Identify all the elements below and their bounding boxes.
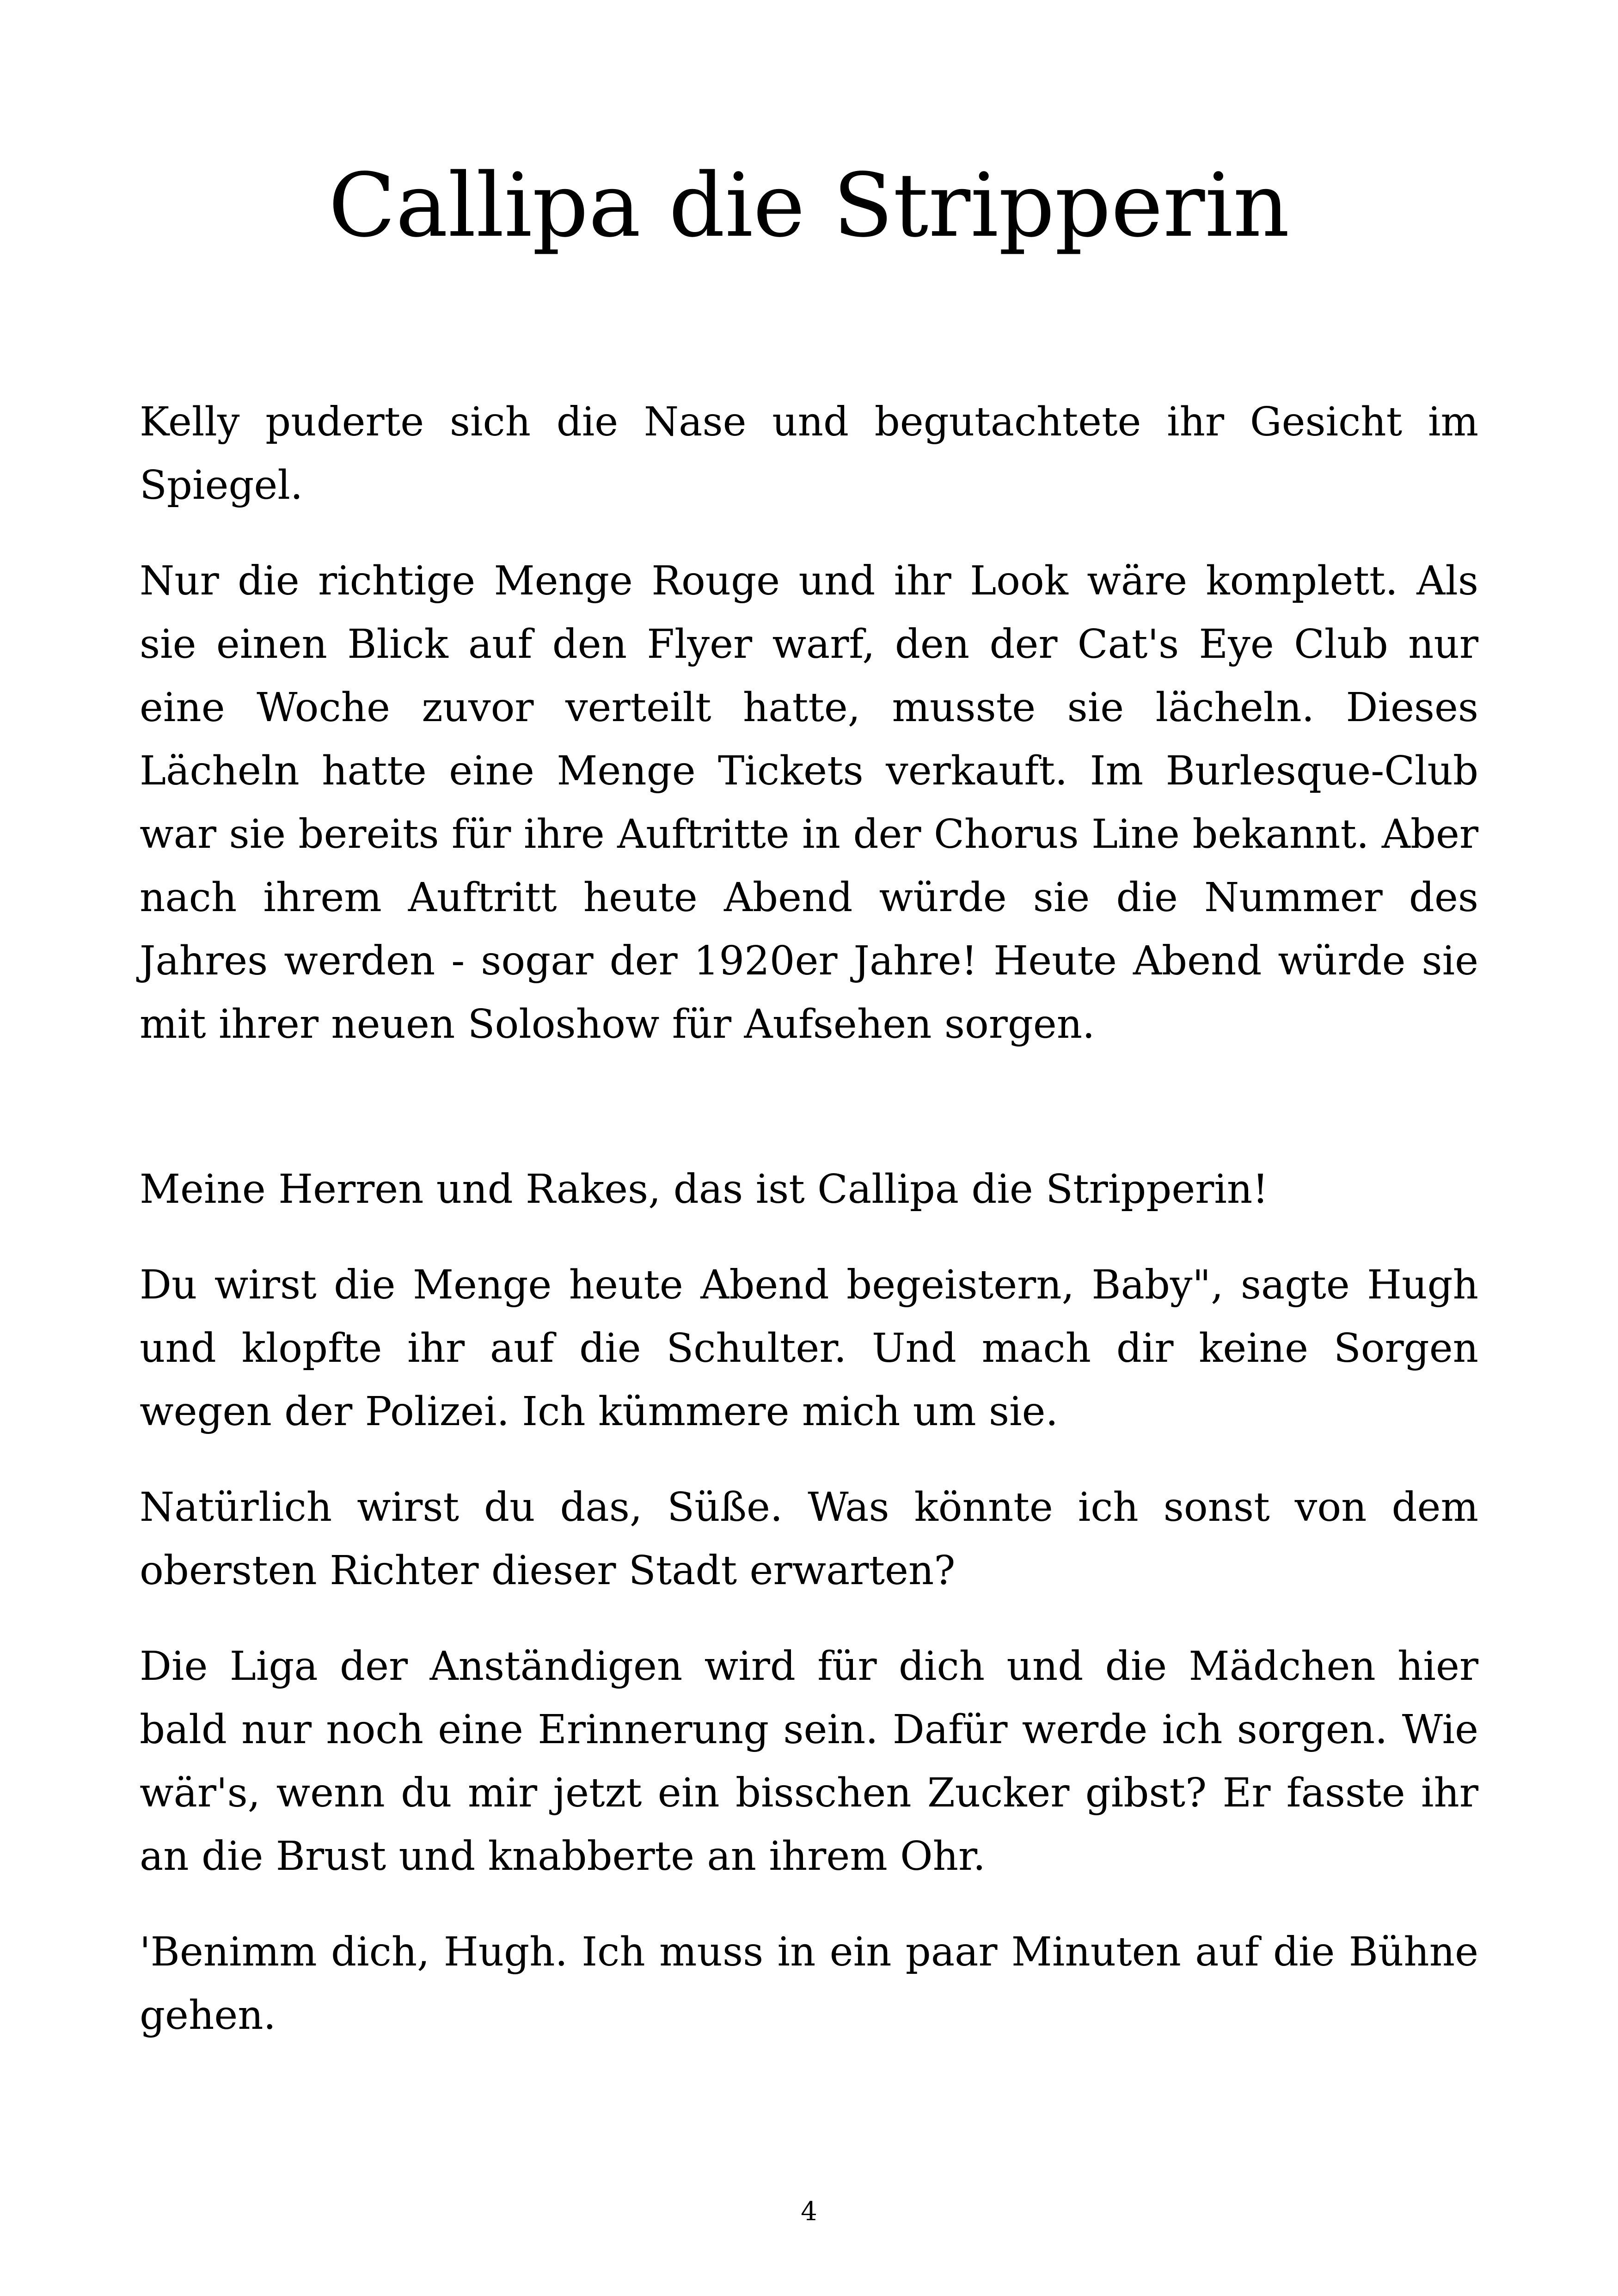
paragraph: Meine Herren und Rakes, das ist Callipa die Stripperin! (140, 1166, 1269, 1212)
paragraph: Du wirst die Menge heute Abend begeistern, Baby", sagte Hugh und klopfte ihr auf die Schulter. Und mach dir keine Sorgen wegen der Polizei. Ich kümmere mich um sie. (140, 1262, 1478, 1435)
paragraph: Nur die richtige Menge Rouge und ihr Look wäre komplett. Als sie einen Blick auf den Flyer warf, den der Cat's Eye Club nur eine Woche zuvor verteilt hatte, musste sie lächeln. Dieses Lächeln hatte eine Menge Tickets verkauft. Im Burlesque-Club war sie bereits für ihre Auftritte in der Chorus Line bekannt. Aber nach ihrem Auftritt heute Abend würde sie die Nummer des Jahres werden - sogar der 1920er Jahre! Heute Abend würde sie mit ihrer neuen Soloshow für Aufsehen sorgen. (140, 558, 1478, 1047)
paragraph: Natürlich wirst du das, Süße. Was könnte ich sonst von dem obersten Richter dieser Stadt erwarten? (140, 1484, 1478, 1594)
page-title: Callipa die Stripperin (328, 154, 1290, 257)
paragraph: Die Liga der Anständigen wird für dich und die Mädchen hier bald nur noch eine Erinnerung sein. Dafür werde ich sorgen. Wie wär's, wenn du mir jetzt ein bisschen Zucker gibst? Er fasste ihr an die Brust und knabberte an ihrem Ohr. (140, 1643, 1478, 1880)
body-text (140, 391, 1478, 2080)
paragraph: Kelly puderte sich die Nase und begutachtete ihr Gesicht im Spiegel. (140, 399, 1478, 508)
section-gap (140, 1089, 1478, 1158)
paragraph: 'Benimm dich, Hugh. Ich muss in ein paar Minuten auf die Bühne gehen. (140, 1929, 1478, 2039)
page-number: 4 (801, 2197, 817, 2227)
